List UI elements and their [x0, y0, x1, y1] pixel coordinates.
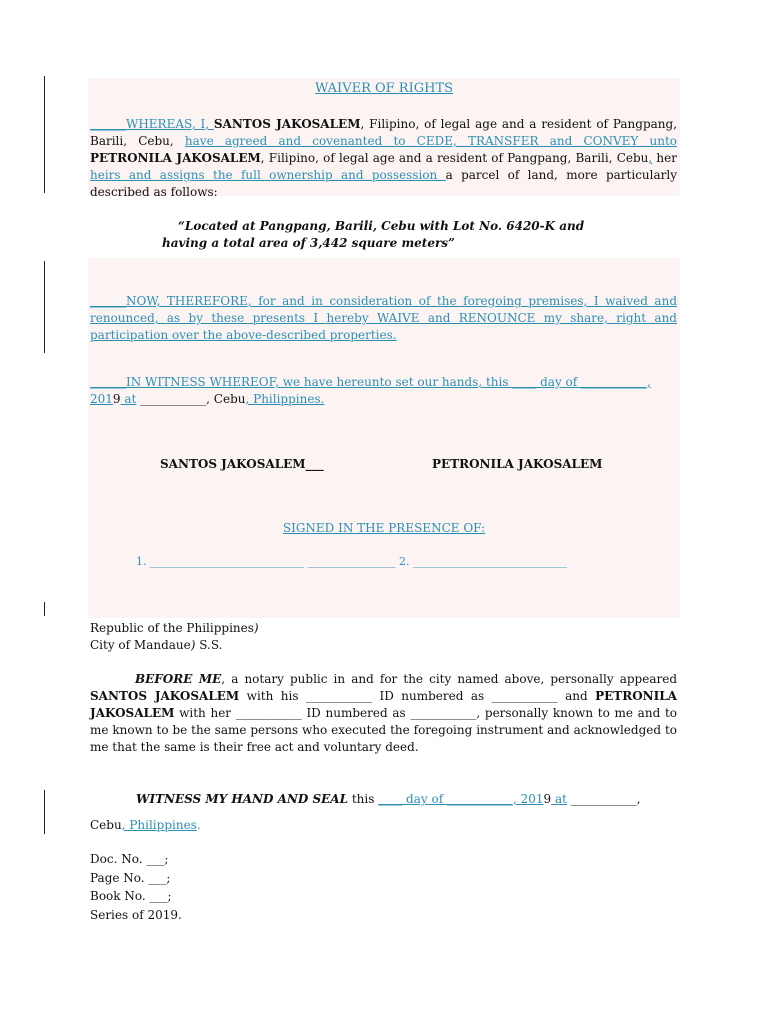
change-bar: [44, 261, 45, 353]
witness-seal-place: Cebu, Philippines.: [90, 818, 201, 832]
witness-signature-lines: 1. ____________________________ ________________ 2. ____________________________: [136, 555, 567, 568]
signatory-left: SANTOS JAKOSALEM___: [160, 457, 324, 471]
venue-republic: Republic of the Philippines): [90, 621, 259, 635]
book-number: Book No. ___;: [90, 889, 172, 903]
document-title: WAIVER OF RIGHTS: [314, 81, 454, 96]
property-description-line1: “Located at Pangpang, Barili, Cebu with Lot No. 6420-K and: [178, 219, 585, 233]
presence-heading: SIGNED IN THE PRESENCE OF:: [282, 521, 486, 535]
change-bar: [44, 790, 45, 834]
venue-city: City of Mandaue) S.S.: [90, 638, 223, 652]
page-number: Page No. ___;: [90, 871, 171, 885]
change-bar: [44, 602, 45, 616]
witness-whereof-line2: 2019 at ___________, Cebu, Philippines.: [90, 392, 325, 406]
party1-name: SANTOS JAKOSALEM: [213, 117, 361, 131]
doc-number: Doc. No. ___;: [90, 852, 169, 866]
witness-whereof-line1: ______IN WITNESS WHEREOF, we have hereunto set our hands, this ____ day of ___________,: [90, 375, 651, 389]
now-therefore-paragraph: ______NOW, THEREFORE, for and in consideration of the foregoing premises, I waived and renounced, as by these presents I hereby WAIVE and RENOUNCE my share, right and participation over the above-described properties.: [90, 294, 677, 342]
acknowledgment-paragraph: BEFORE ME, a notary public in and for the city named above, personally appeared SANTOS JAKOSALEM with his ___________ ID numbered as ___________ and PETRONILA JAKOSALEM with her ___________ ID numbered as ___________, personally known to me and to me known to be the same persons who executed the foregoing instrument and acknowledged to me that the same is their free act and voluntary deed.: [90, 672, 677, 754]
party2-name: PETRONILA JAKOSALEM: [90, 151, 261, 165]
whereas-paragraph: ______WHEREAS, I, SANTOS JAKOSALEM, Filipino, of legal age and a resident of Pangpang, Barili, Cebu, have agreed and covenanted to CEDE, TRANSFER and CONVEY unto PETRONILA JAKOSALEM, Filipino, of legal age and a resident of Pangpang, Barili, Cebu, her heirs and assigns the full ownership and possession a parcel of land, more particularly described as follows:: [90, 117, 678, 199]
series-year: Series of 2019.: [90, 908, 182, 922]
signatory-right: PETRONILA JAKOSALEM: [432, 457, 603, 471]
witness-seal-line: WITNESS MY HAND AND SEAL this ____ day of ___________, 2019 at ___________,: [136, 792, 641, 806]
property-description-line2: having a total area of 3,442 square meters”: [162, 236, 455, 250]
